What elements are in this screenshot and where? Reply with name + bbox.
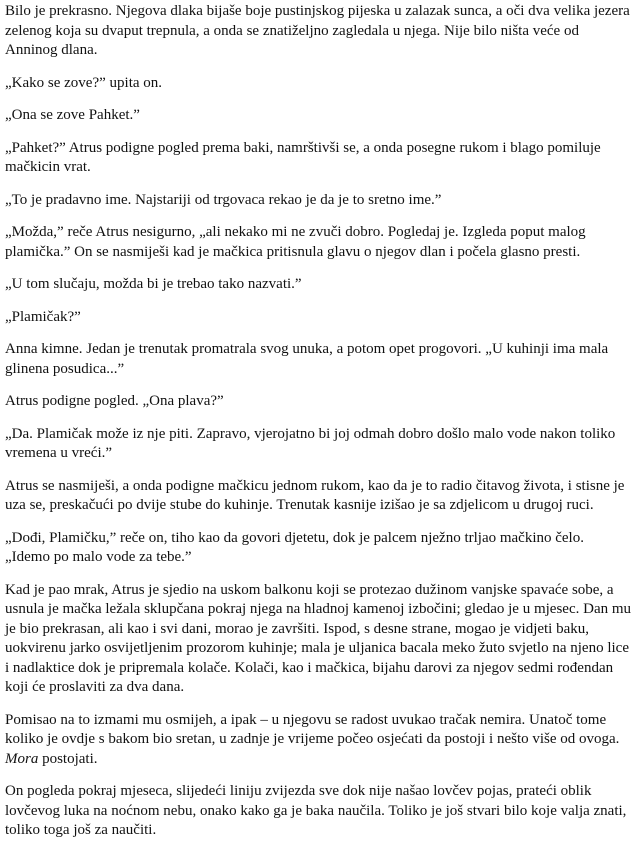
paragraph-11: „Da. Plamičak može iz nje piti. Zapravo, vjerojatno bi joj odmah dobro došlo malo vode nakon toliko vremena u vreći.” (5, 425, 616, 461)
paragraph-12: Atrus se nasmiješi, a onda podigne mačkicu jednom rukom, kao da je to radio čitavog života, i stisne je uza se, preskačući po dvije stube do kuhinje. Trenutak kasnije izišao je sa zdjelicom u drugoj ruci. (5, 477, 625, 513)
paragraph-3: „Ona se zove Pahket.” (5, 107, 140, 123)
paragraph-15-after: postojati. (38, 750, 98, 767)
paragraph-14: Kad je pao mrak, Atrus je sjedio na uskom balkonu koji se protezao dužinom vanjske spavaće sobe, a usnula je mačka ležala sklupčana pokraj njega na hladnoj kamenoj izbočini; gledao je u mjesec. Dan mu je bio prekrasan, ali kao i svi dani, morao je završiti. Ispod, s desne strane, mogao je vidjeti baku, uokvirenu jarko osvijetljenim prozorom kuhinje; mala je uljanica bacala meko žuto svjetlo na njeno lice i nadlaktice dok je pripremala kolače. Kolači, kao i mačkica, bijahu darovi za njegov sedmi rođendan koji će proslaviti za dva dana. (5, 581, 632, 695)
paragraph-13: „Dođi, Plamičku,” reče on, tiho kao da govori djetetu, dok je palcem nježno trljao mačkino čelo. „Idemo po malo vode za tebe.” (5, 529, 584, 565)
paragraph-6: „Možda,” reče Atrus nesigurno, „ali nekako mi ne zvuči dobro. Pogledaj je. Izgleda poput malog plamička.” On se nasmiješi kad je mačkica pritisnula glavu o njegov dlan i počela glasno presti. (5, 224, 586, 260)
paragraph-8: „Plamičak?” (5, 308, 81, 325)
paragraph-10: Atrus podigne pogled. „Ona plava?” (5, 393, 224, 409)
paragraph-1: Bilo je prekrasno. Njegova dlaka bijaše boje pustinjskog pijeska u zalazak sunca, a oči dva velika jezera zelenog koja su dvaput trepnula, a onda se znatiželjno zagledala u njega. Nije bilo ništa veće od Anninog dlana. (5, 3, 630, 58)
paragraph-4: „Pahket?” Atrus podigne pogled prema baki, namrštivši se, a onda posegne rukom i blago pomiluje mačkicin vrat. (5, 139, 601, 175)
paragraph-5: „To je pradavno ime. Najstariji od trgovaca rekao je da je to sretno ime.” (5, 191, 442, 208)
paragraph-2: „Kako se zove?” upita on. (5, 74, 163, 91)
emphasized-word: Mora (5, 750, 39, 767)
paragraph-16: On pogleda pokraj mjeseca, slijedeći liniju zvijezda sve dok nije našao lovčev pojas, prateći oblik lovčevog luka na noćnom nebu, onako kako ga je baka naučila. Toliko je još stvari bilo koje valja znati, toliko toga još za naučiti. (5, 783, 627, 838)
paragraph-15 (5, 711, 632, 770)
paragraph-9: Anna kimne. Jedan je trenutak promatrala svog unuka, a potom opet progovori. „U kuhinji ima mala glinena posudica...” (5, 341, 609, 377)
paragraph-15-before: Pomisao na to izmami mu osmijeh, a ipak – u njegovu se radost uvukao tračak nemira. Unatoč tome koliko je ovdje s bakom bio sretan, u zadnje je vrijeme počeo osjećati da postoji i nešto više od ovoga. (5, 711, 620, 747)
paragraph-7: „U tom slučaju, možda bi je trebao tako nazvati.” (5, 276, 302, 292)
